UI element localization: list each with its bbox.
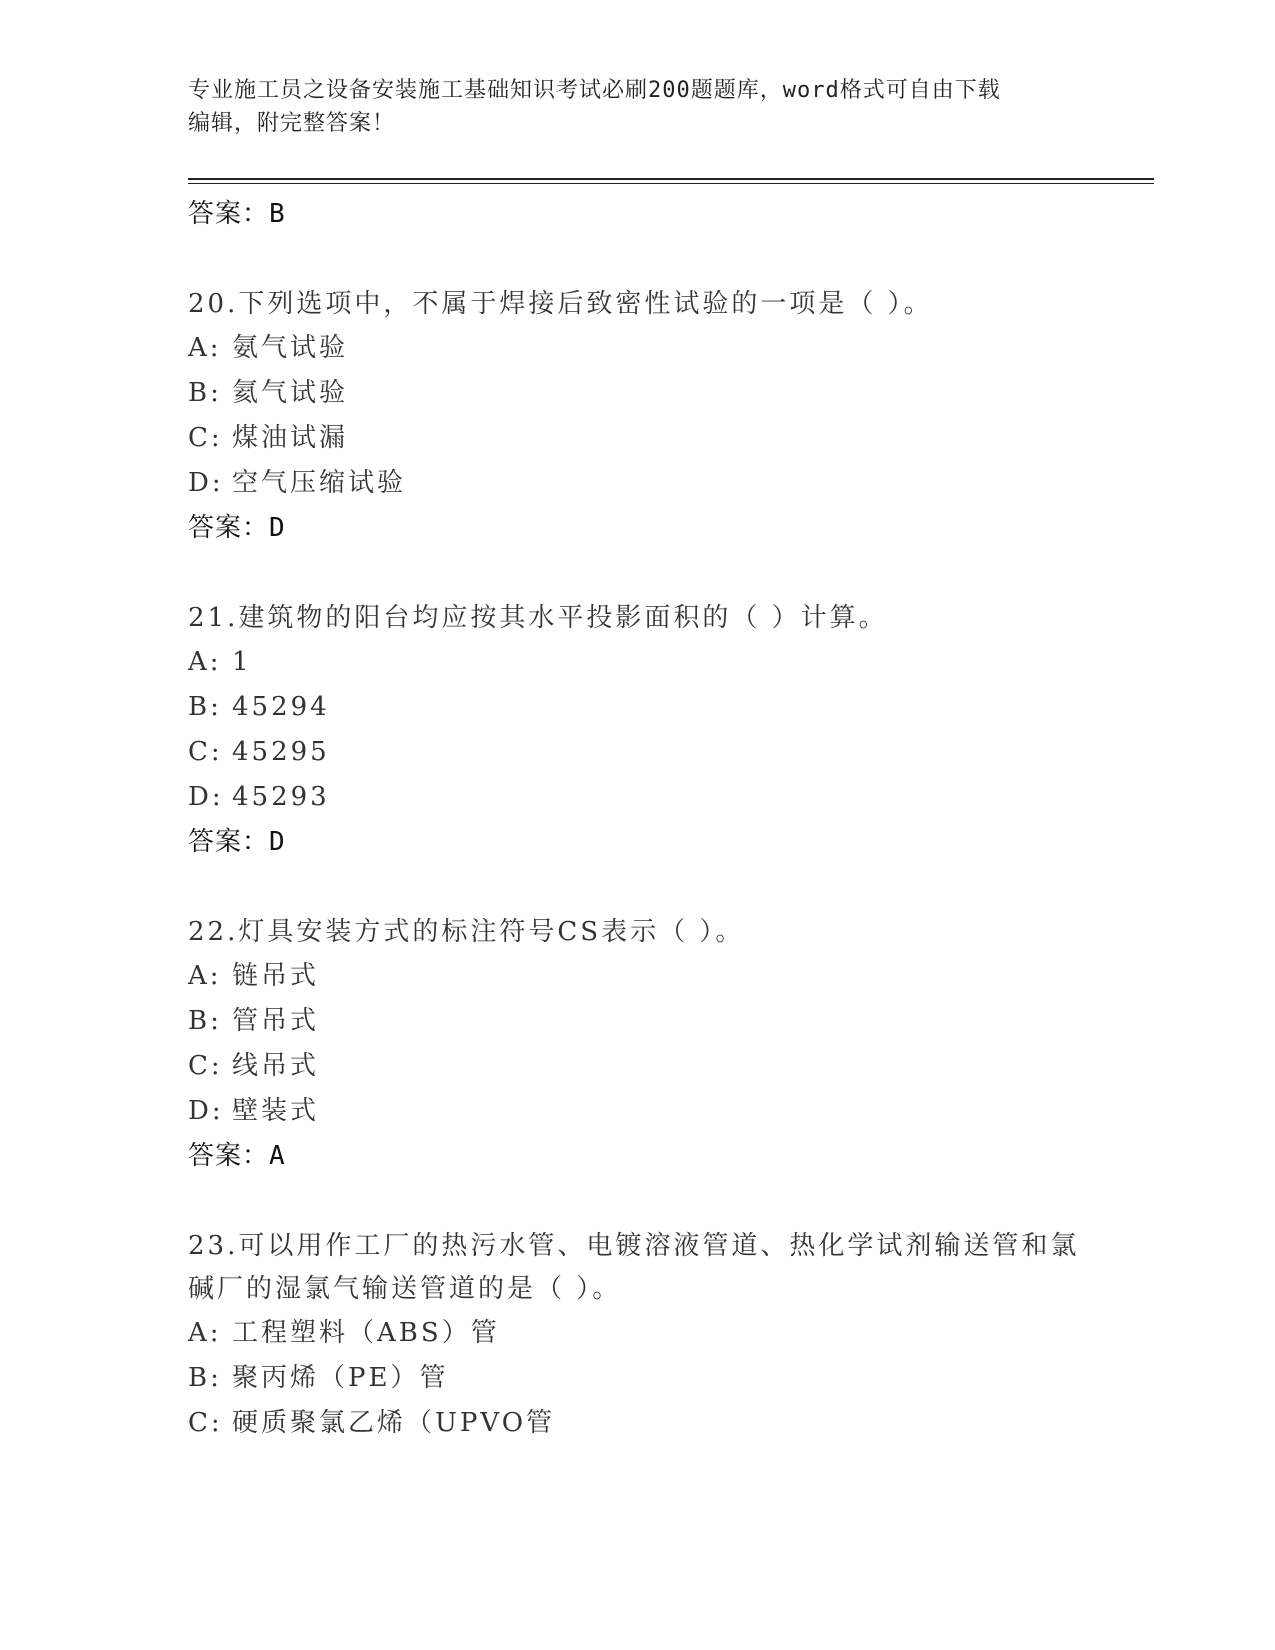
question-block: [188, 1225, 1088, 1446]
header-line-1: 专业施工员之设备安装施工基础知识考试必刷200题题库，word格式可自由下载: [188, 78, 1001, 103]
option-text: 聚丙烯（PE）管: [232, 1363, 449, 1393]
option-b: [188, 371, 1088, 416]
option-b: [188, 685, 1088, 730]
question-stem: 灯具安装方式的标注符号CS表示（ ）。: [238, 917, 745, 947]
question-block: [188, 283, 1088, 550]
question-text: [188, 1225, 1088, 1311]
option-d: [188, 1089, 1088, 1134]
question-text: [188, 283, 1088, 326]
question-block: [188, 597, 1088, 864]
option-letter: A:: [188, 333, 222, 363]
answer-value: D: [269, 827, 286, 857]
option-letter: B:: [188, 378, 222, 408]
question-number: 23.: [188, 1231, 239, 1261]
answer-line: [188, 192, 1088, 236]
option-c: [188, 730, 1088, 775]
answer-line: [188, 1134, 1088, 1178]
header-divider-thin: [188, 183, 1154, 184]
option-text: 氨气试验: [232, 333, 349, 363]
option-text: 45293: [232, 782, 330, 812]
question-number: 22.: [188, 917, 239, 947]
option-c: [188, 1401, 1088, 1446]
option-letter: C:: [188, 423, 223, 453]
option-letter: D:: [188, 468, 224, 498]
option-letter: C:: [188, 1051, 223, 1081]
option-text: 氦气试验: [232, 378, 349, 408]
option-a: [188, 640, 1088, 685]
option-letter: B:: [188, 1006, 222, 1036]
option-d: [188, 461, 1088, 506]
option-letter: B:: [188, 1363, 222, 1393]
option-a: [188, 954, 1088, 999]
option-b: [188, 999, 1088, 1044]
question-number: 20.: [188, 289, 239, 319]
answer-value: D: [269, 513, 286, 543]
answer-value: B: [269, 199, 286, 229]
answer-value: A: [269, 1141, 286, 1171]
option-letter: D:: [188, 782, 224, 812]
option-letter: B:: [188, 692, 222, 722]
document-header: [188, 74, 1088, 140]
question-stem: 建筑物的阳台均应按其水平投影面积的（ ）计算。: [238, 603, 888, 633]
option-text: 硬质聚氯乙烯（UPVO管: [232, 1408, 556, 1438]
answer-line: [188, 820, 1088, 864]
question-list: [188, 192, 1088, 1446]
question-stem: 下列选项中，不属于焊接后致密性试验的一项是（ ）。: [238, 289, 933, 319]
question-block: [188, 911, 1088, 1178]
question-stem: 可以用作工厂的热污水管、电镀溶液管道、热化学试剂输送管和氯碱厂的湿氯气输送管道的是（ ）。: [188, 1231, 1080, 1304]
question-number: 21.: [188, 603, 239, 633]
option-text: 管吊式: [232, 1006, 320, 1036]
option-a: [188, 326, 1088, 371]
option-a: [188, 1311, 1088, 1356]
header-line-2: 编辑，附完整答案！: [188, 111, 396, 136]
option-text: 工程塑料（ABS）管: [232, 1318, 500, 1348]
answer-label: 答案：: [188, 513, 270, 543]
option-text: 45294: [232, 692, 330, 722]
option-c: [188, 1044, 1088, 1089]
option-letter: A:: [188, 961, 222, 991]
answer-line: [188, 506, 1088, 550]
option-text: 链吊式: [232, 961, 320, 991]
option-text: 1: [232, 647, 252, 677]
option-letter: D:: [188, 1096, 224, 1126]
option-letter: A:: [188, 647, 222, 677]
option-c: [188, 416, 1088, 461]
answer-label: 答案：: [188, 199, 270, 229]
option-text: 壁装式: [232, 1096, 320, 1126]
option-text: 空气压缩试验: [232, 468, 407, 498]
question-text: [188, 911, 1088, 954]
option-letter: C:: [188, 737, 223, 767]
option-text: 45295: [232, 737, 330, 767]
option-b: [188, 1356, 1088, 1401]
option-text: 线吊式: [232, 1051, 320, 1081]
option-letter: A:: [188, 1318, 222, 1348]
question-text: [188, 597, 1088, 640]
answer-label: 答案：: [188, 827, 270, 857]
option-d: [188, 775, 1088, 820]
option-text: 煤油试漏: [232, 423, 349, 453]
header-divider-thick: [188, 178, 1154, 180]
option-letter: C:: [188, 1408, 223, 1438]
answer-label: 答案：: [188, 1141, 270, 1171]
